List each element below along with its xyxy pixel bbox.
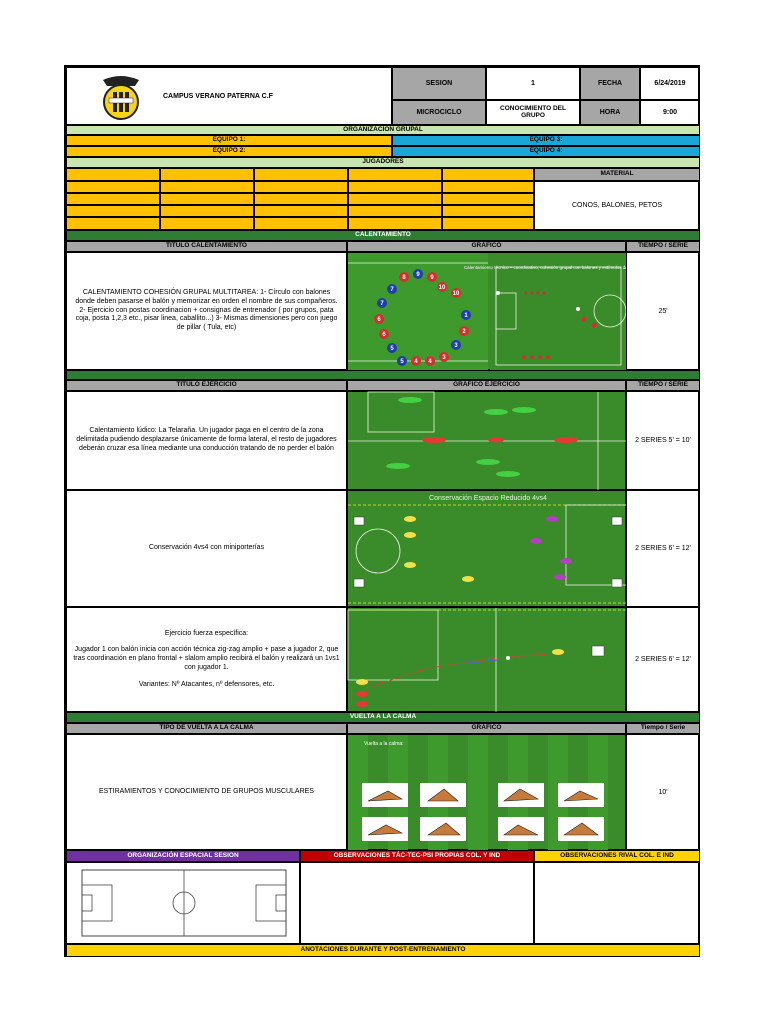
- ejercicio-3-cell: [66, 607, 347, 712]
- fecha-value: 6/24/2019: [640, 67, 700, 100]
- session-sheet: [64, 65, 700, 957]
- equipo-1-label: EQUIPO 1:: [66, 135, 392, 146]
- calentamiento-graphic: [347, 252, 653, 370]
- player-cell: [66, 168, 160, 181]
- microciclo-label: MICROCICLO: [392, 100, 486, 125]
- player-cell: [160, 181, 254, 193]
- ejercicio-col-titulo: TITULO EJERCICIO: [66, 380, 347, 391]
- player-cell: [254, 205, 348, 217]
- vuelta-calma-col-tipo: TIPO DE VUELTA A LA CALMA: [66, 723, 347, 734]
- ejercicio-3-variants: Variantes: Nº Atacantes, nº defensores, etc.: [138, 680, 275, 688]
- ejercicio-3-tiempo: 2 SERIES 6' = 12': [626, 607, 700, 712]
- calentamiento-graphic-caption: Calentamiento técnico – coordinativo, cohesión grupal con balones y estímulos del preparador: [463, 265, 653, 270]
- vuelta-calma-col-grafico: GRÁFICO: [347, 723, 626, 734]
- svg-text:5: 5: [400, 359, 404, 365]
- material-value: CONOS, BALONES, PETOS: [534, 181, 700, 230]
- svg-text:7: 7: [390, 287, 394, 293]
- vuelta-calma-graphic-title: Vuelta a la calma:: [364, 741, 404, 747]
- player-cell: [348, 217, 442, 230]
- org-espacial-cell: [66, 862, 300, 944]
- hora-label: HORA: [580, 100, 640, 125]
- observaciones-label: OBSERVACIONES TÁC-TEC-PSI PROPIAS COL. Y IND: [300, 850, 534, 862]
- calentamiento-tiempo: 25': [626, 252, 700, 370]
- vuelta-calma-col-tiempo: Tiempo / Serie: [626, 723, 700, 734]
- ejercicio-2-tiempo: 2 SERIES 6' = 12': [626, 490, 700, 607]
- jugadores-grid: [66, 168, 534, 230]
- microciclo-value: CONOCIMIENTO DEL GRUPO: [486, 100, 580, 125]
- player-cell: [348, 168, 442, 181]
- material-label: MATERIAL: [534, 168, 700, 181]
- svg-text:9: 9: [416, 272, 420, 278]
- ejercicio-divider: [66, 370, 700, 380]
- player-cell: [254, 181, 348, 193]
- svg-text:10: 10: [438, 285, 446, 291]
- ejercicio-3-description: Jugador 1 con balón inicia con acción técnica zig-zag amplio + pase a jugador 2, que tras coordinación en plano frontal + slalom amplio recibirá el balón y realizará un 1vs1 con jugador 1.: [73, 646, 340, 671]
- player-cell: [160, 205, 254, 217]
- player-cell: [348, 205, 442, 217]
- sesion-value: 1: [486, 67, 580, 100]
- circle-drill-diagram: [348, 253, 653, 371]
- player-cell: [348, 181, 442, 193]
- svg-text:1: 1: [464, 313, 468, 319]
- ejercicio-3-title: Ejercicio fuerza específica:: [164, 629, 249, 637]
- ejercicio-1-tiempo: 2 SERIES 5' = 10': [626, 391, 700, 490]
- sesion-label: SESION: [392, 67, 486, 100]
- player-cell: [254, 193, 348, 205]
- hora-value: 9:00: [640, 100, 700, 125]
- player-cell: [160, 193, 254, 205]
- player-cell: [160, 217, 254, 230]
- player-cell: [66, 181, 160, 193]
- svg-text:4: 4: [414, 359, 418, 365]
- player-cell: [66, 217, 160, 230]
- calentamiento-col-titulo: TITULO CALENTAMIENTO: [66, 241, 347, 252]
- svg-text:8: 8: [402, 275, 406, 281]
- ejercicio-col-grafico: GRÁFICO EJERCICIO: [347, 380, 626, 391]
- equipo-4-label: EQUIPO 4:: [392, 146, 700, 157]
- jugadores-title: JUGADORES: [66, 157, 700, 168]
- player-cell: [160, 168, 254, 181]
- observaciones-rival-label: OBSERVACIONES RIVAL COL. E IND: [534, 850, 700, 862]
- conservacion-diagram: [348, 491, 627, 608]
- vuelta-calma-title: VUELTA A LA CALMA: [66, 712, 700, 723]
- svg-text:3: 3: [454, 343, 458, 349]
- svg-text:9: 9: [430, 275, 434, 281]
- anotaciones-label: ANOTACIONES DURANTE Y POST-ENTRENAMIENTO: [66, 944, 700, 957]
- ejercicio-2-description: Conservación 4vs4 con miniporterías: [66, 490, 347, 607]
- calentamiento-col-grafico: GRÁFICO: [347, 241, 626, 252]
- telarana-diagram: [348, 392, 627, 491]
- observaciones-cell[interactable]: [300, 862, 534, 944]
- svg-text:10: 10: [452, 291, 460, 297]
- player-cell: [442, 181, 534, 193]
- ejercicio-2-graphic: [347, 490, 626, 607]
- player-cell: [66, 205, 160, 217]
- ejercicio-2-graphic-title: Conservación Espacio Reducido 4vs4: [429, 495, 547, 502]
- ejercicio-1-graphic: [347, 391, 626, 490]
- calentamiento-title: CALENTAMIENTO: [66, 230, 700, 241]
- club-header: [66, 67, 392, 125]
- equipo-2-label: EQUIPO 2:: [66, 146, 392, 157]
- player-cell: [442, 217, 534, 230]
- pitch-layout-diagram: [81, 869, 287, 937]
- svg-text:6: 6: [382, 332, 386, 338]
- club-crest-icon: [99, 74, 143, 122]
- svg-text:2: 2: [462, 329, 466, 335]
- stretching-diagram: [348, 735, 627, 851]
- club-name: CAMPUS VERANO PATERNA C.F: [163, 92, 273, 100]
- svg-text:6: 6: [377, 317, 381, 323]
- vuelta-calma-graphic: [347, 734, 626, 850]
- vuelta-calma-tiempo: 10': [626, 734, 700, 850]
- svg-text:4: 4: [428, 359, 432, 365]
- player-cell: [442, 205, 534, 217]
- observaciones-rival-cell[interactable]: [534, 862, 700, 944]
- fuerza-diagram: [348, 608, 627, 713]
- ejercicio-1-description: Calentamiento lúdico: La Telaraña. Un jugador paga en el centro de la zona delimitada pudiendo desplazarse únicamente de forma lateral, el resto de jugadores deberán cruzar esa línea mediante una conducción tratando de no perder el balón: [66, 391, 347, 490]
- player-cell: [348, 193, 442, 205]
- player-cell: [442, 193, 534, 205]
- player-cell: [254, 217, 348, 230]
- fecha-label: FECHA: [580, 67, 640, 100]
- ejercicio-col-tiempo: TIEMPO / SERIE: [626, 380, 700, 391]
- organizacion-title: ORGANIZACIÓN GRUPAL: [66, 125, 700, 135]
- equipo-3-label: EQUIPO 3:: [392, 135, 700, 146]
- player-cell: [66, 193, 160, 205]
- svg-text:7: 7: [380, 301, 384, 307]
- ejercicio-3-graphic: [347, 607, 626, 712]
- calentamiento-col-tiempo: TIEMPO / SERIE: [626, 241, 700, 252]
- calentamiento-description: CALENTAMIENTO COHESIÓN GRUPAL MULTITAREA: 1- Círculo con balones donde deben pasarse el balón y memorizar en orden el nombre de sus compañeros. 2- Ejercicio con postas coordinacion + consignas de entrenador ( por grupos, pata coja, posta 1,2,3 etc., pisar linea, caballito...) 3- Mismas dimensiones pero con juego de pillar ( Tula, etc): [66, 252, 347, 370]
- svg-text:5: 5: [390, 346, 394, 352]
- svg-text:3: 3: [442, 355, 446, 361]
- org-espacial-label: ORGANIZACIÓN ESPACIAL SESION: [66, 850, 300, 862]
- player-cell: [442, 168, 534, 181]
- player-cell: [254, 168, 348, 181]
- vuelta-calma-description: ESTIRAMIENTOS Y CONOCIMIENTO DE GRUPOS MUSCULARES: [66, 734, 347, 850]
